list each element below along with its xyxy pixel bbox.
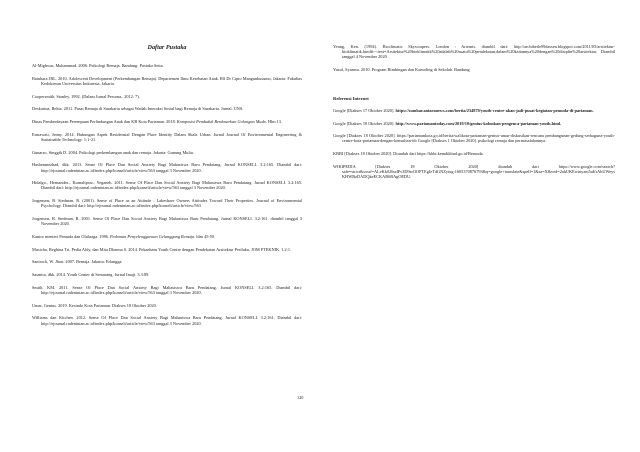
left-column: [32, 44, 302, 333]
reference-entry: Hidalgo., Hernandez., Kurnaliposr., Yeganeh. 2011. Sense Of Place Dan Social Anxiety Bagi Mahasiswa Baru Pendatang. Jurnal KONSELI. 3.2:165. Diambil dari: http://ejournal.radenintan.ac.id/index.php/konseli/article/view/563 tanggal 3 November 2020.: [32, 180, 302, 191]
reference-entry: Dinas Pemberdayaan Perempuan Perlindungan Anak dan KB Kota Pariaman. 2018. Komposisi Penduduk Berdasarkan Golongan Muda. Hlm 13.: [32, 119, 282, 125]
reference-entry: Al-Mighwar, Muhammad. 2006. Psikologi Remaja. Bandung: Pustaka Setia.: [32, 63, 164, 68]
reference-entry: Deskarina, Rekta. 2011. Pusat Remaja di Surakarta sebagai Wadah Interaksi Sosial bagi Remaja di Surakarta. Jurnal. UNS.: [32, 106, 244, 112]
reference-entry: Santrock, W. Jhon. 2007. Remaja. Jakarta: Erlangga.: [32, 259, 123, 265]
reference-entry: Smith, KM. 2011. Sense Of Place Dan Social Anxiety Bagi Mahasiswa Baru Pendatang. Jurnal KONSELI. 3.2:165. Diambil dari: http://ejournal.radenintan.ac.id/index.php/konseli/article/view/563 tanggal 3 November 2020.: [32, 284, 302, 295]
reference-text: Google [Diakses 18 Oktober 2020].: [333, 120, 396, 126]
reference-entry: Yusuf, Syamsu. 2010. Program Bimbingan dan Konseling di Sekolah. Bandung: [333, 67, 470, 73]
reference-entry: Gunarso, Singgih D. 2004. Psikologi perkembangan anak dan remaja. Jakarta: Gunung Mulia.: [32, 149, 194, 155]
reference-text: WIKIPEDIA [Diakses 18 Oktober 2020] diunduh dari https://www.google.com/search?safe=strict&sxsrf=ALeKk026udPv3D9zrOOFTEgIeTdGNZytug:1605370876793&q=google+translate&spell=1&sa=X&ved=2ahUKEwinyzm5uIfrAhUWeysKHWBzDADQkeECKAB6BAgOEDU.: [333, 163, 615, 180]
bibliography-heading: Daftar Pustaka: [147, 44, 187, 51]
reference-text: Google [Diakses 17 Oktober 2020].: [333, 107, 396, 113]
page-number: 120: [297, 395, 304, 400]
reference-entry: Sasmita, dkk. 2014. Youth Center di Semarang. Jurnal Imaji. 3.3:89.: [32, 272, 150, 278]
reference-text: Google [Diakses 18 Oktober 2020].: [333, 133, 398, 139]
section-spacer: [333, 80, 615, 96]
right-column: [333, 44, 615, 187]
internet-reference-entry: [333, 108, 615, 113]
reference-entry: Kantor menteri Pemuda dan Olahraga. 1986. Pedoman Penyelenggaraan Gelanggang Remaja. hlm 45-50.: [32, 233, 216, 239]
reference-link[interactable]: https://sumbar.antaranews.com/berita/234879/youth-centre-akan-jadi-pusat-kegiatan-pemuda-di-pariaman.: [395, 107, 594, 113]
italic-title: Komposisi Penduduk Berdasarkan Golongan Muda.: [176, 119, 267, 125]
reference-entry: Yeung, Ken. (1994). Bioclimatic Skyscrapers. London : Artemis. diambil dari: http://archibeile99dassen.blogspot.com/2011/05/arsitektur-bioklimatik.html#:~:text=Arsitektur%20bioklimatik%20adalah%20suatu%20pendekatan,dalam%20kaitannya%20dengan%20disiplin%20arsitektur. Diambil tanggal 4 November 2020.: [333, 44, 615, 60]
reference-entry: Jorgensen, B. Stedman, R. (2001). Sense of Place as an Attitude : Lakeshore Owners Attitudes Toward Their Properties. Journal of Environmental Psychology. Diambil dari: http://ejournal.radenintan.ac.id/index.php/konseli/article/view/563: [32, 198, 302, 209]
internet-reference-entry: [333, 151, 615, 156]
reference-link[interactable]: http://www.pariamantoday.com/2019/10/genius-kolonkan-pengenca-pariaman-youth.html.: [395, 120, 562, 126]
reference-entry: Coopersmith, Stanley. 1992. (Dalam Jurnal Persona,. 2012: 7).: [32, 93, 140, 99]
reference-entry: Hashemnezhad, dkk. 2013. Sense Of Place Dan Social Anxiety Bagi Mahasiswa Baru Pendatang. Jurnal KONSELI. 3.2:165. Diambil dari: http://ejournal.radenintan.ac.id/index.php/konseli/article/view/563 tanggal 3 November 2020.: [32, 162, 302, 173]
italic-title: Pedoman Penyelenggaraan Gelanggang Remaja.: [110, 233, 196, 239]
reference-entry: Williams dan Kitchen. 2012. Sense Of Place Dan Social Anxiety Bagi Mahasiswa Baru Pendatang. Jurnal KONSELI. 3.2:161. Diambil dari: http://ejournal.radenintan.ac.id/index.php/konseli/article/view/563 tanggal 3 November 2020.: [32, 315, 302, 326]
internet-reference-entry: [333, 164, 615, 180]
reference-entry: Jorgensen, B. Stedman, R. 2001. Sense Of Place Dan Social Anxiety Bagi Mahasiswa Baru Pendatang. Jurnal KONSELI. 3.2:161. diambil tanggal 3 November 2020.: [32, 216, 302, 227]
reference-entry: Musicha, Reghina Tri, Pedia Aldy, dan Mita Dharma S. 2014. Pekanbaru Youth Centre dengan Pendekatan Arsitektur Perilaku. JOM FTEKNIK. 1.2:1.: [32, 246, 292, 252]
internet-references-heading: Referensi Internet: [333, 95, 369, 101]
reference-text: https://pariamankota.go.id/berita/walikota-pariaman-genius-umar-diskusikan-rencana pembangunan-gedung-serbaguna-youth-centre-kota-pariaman-dengan-konsultan-itb Google [Diakses 1 Oktober 2020]. psikologi remaja dan permasalahannya.: [342, 133, 615, 144]
reference-entry: Umar, Genius. 2019. Kesindo Kota Pariaman. Diakses 18 Oktober 2020.: [32, 302, 157, 308]
internet-reference-entry: [333, 133, 615, 143]
reference-entry: Ermawati, Jenny. 2014. Hubungan Aspek Residensial Dengan Place Identity Dalam Skala Urban. Jurnal Journal Of Environmental Engineering & Sustainable Technology. 1:1-21.: [32, 131, 302, 142]
reference-text: KBBI [Diakses 18 Oktober 2020]. Diunduh dari https://kbbi.kemdikbud.go.id/Berunda.: [333, 151, 484, 157]
internet-reference-entry: [333, 121, 615, 126]
reference-entry: Batubara JRL. 2010. Adolescent Development (Perkembangan Remaja). Departemen Ilmu Kesehatan Anak. RS Dr Cipto Mangunkusumo, Jakarta: Fakultas Kedokteran Universitas Indonesia, Jakarta.: [32, 75, 302, 86]
